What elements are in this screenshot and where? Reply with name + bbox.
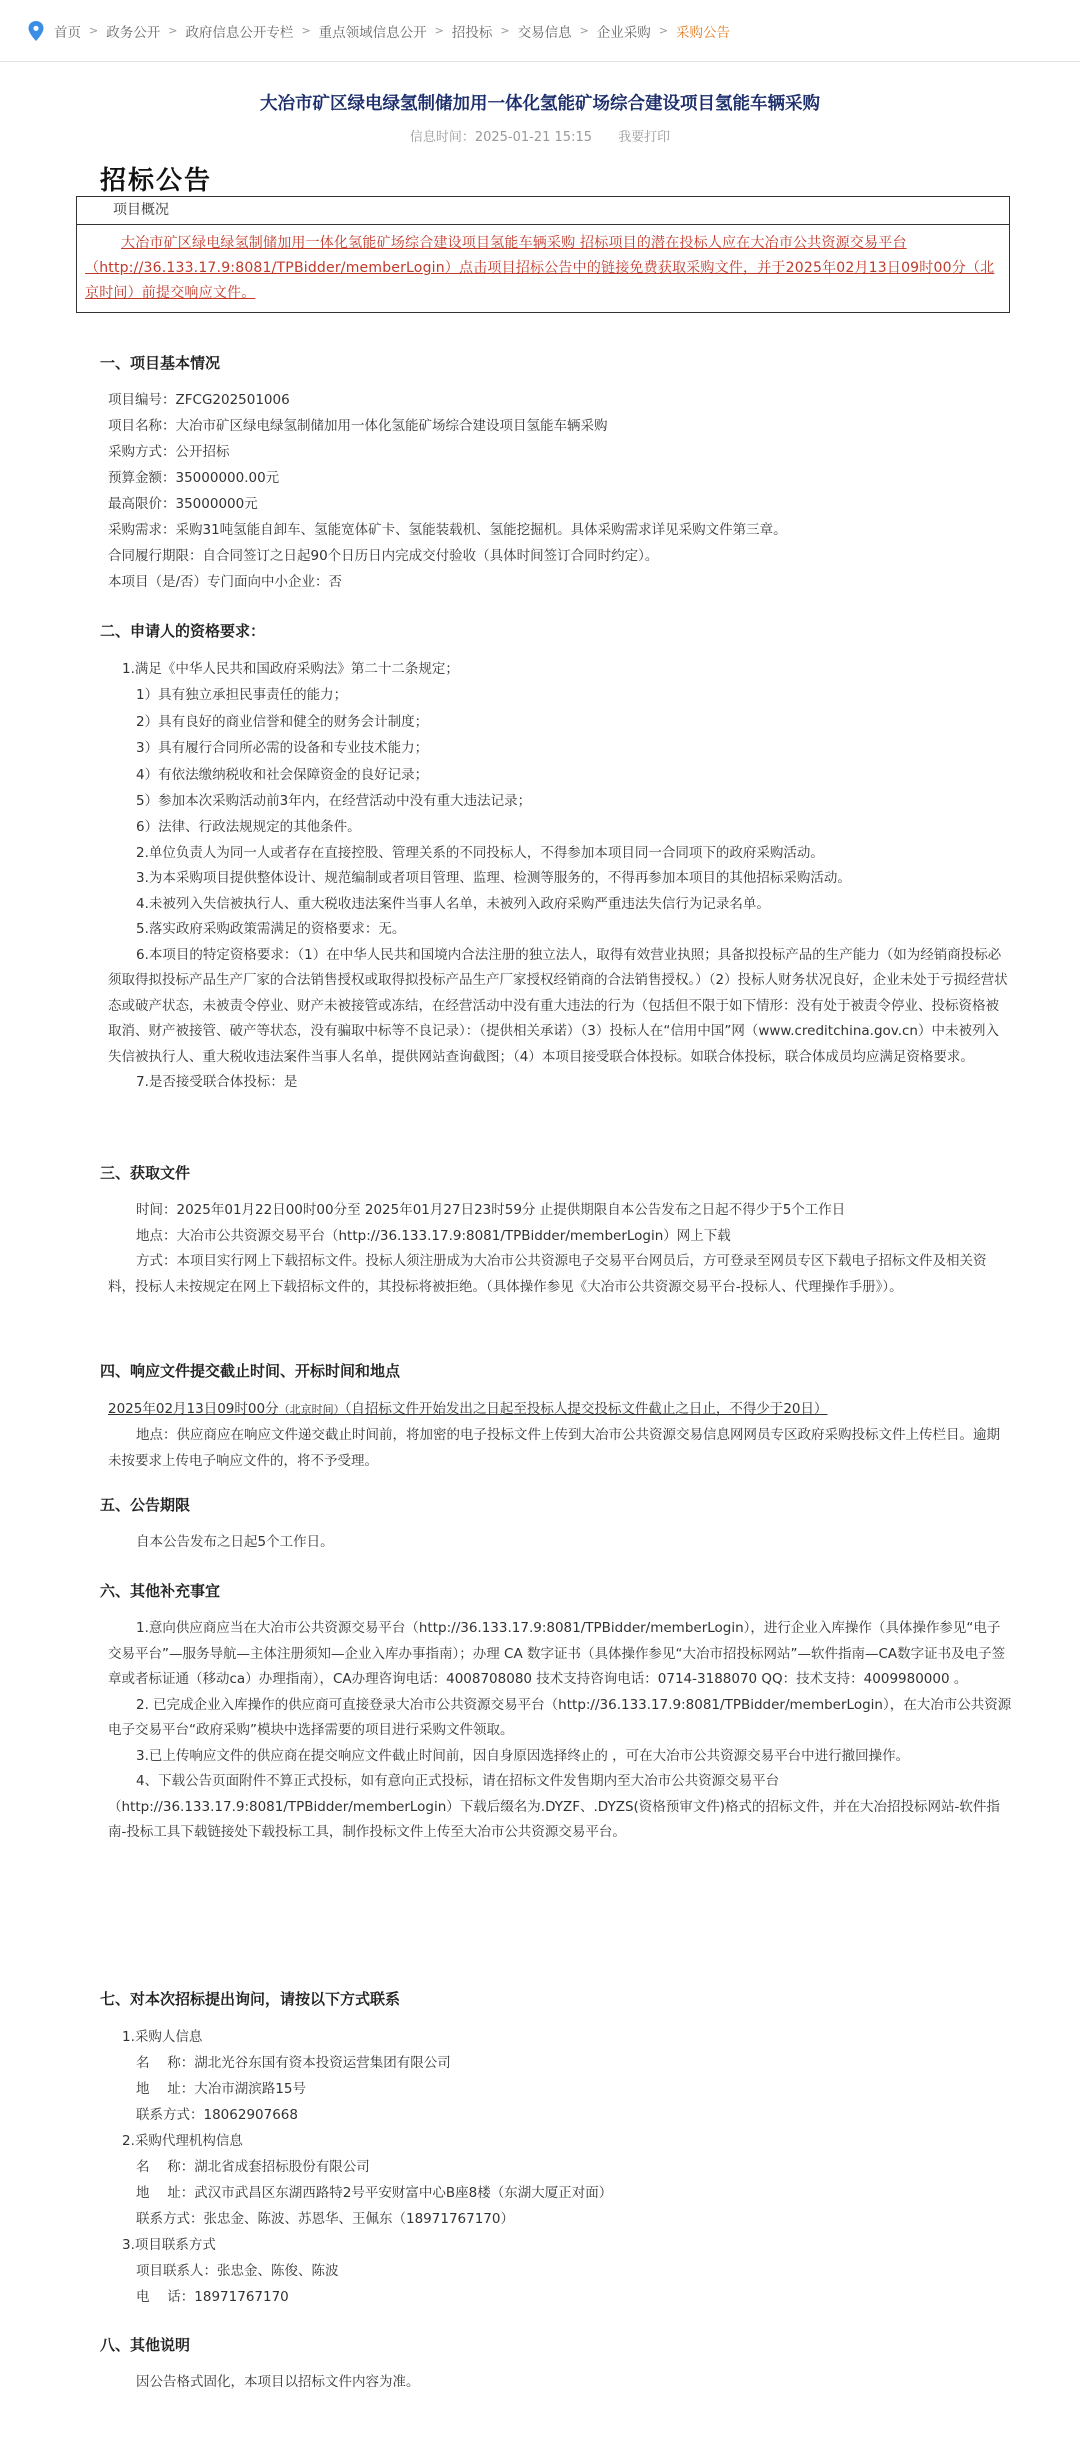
budget-amount: 预算金额：35000000.00元: [108, 470, 280, 486]
obtain-time: 时间：2025年01月22日00时00分至 2025年01月27日23时59分 止提供期限自本公告发布之日起不得少于5个工作日: [136, 1202, 846, 1218]
section-5-heading: 五、公告期限: [100, 1496, 191, 1514]
section-4-body: [108, 1396, 1012, 1474]
deadline-time: 2025年02月13日09时00分: [108, 1401, 279, 1417]
location-pin-icon: [28, 21, 44, 41]
section-7-heading: 七、对本次招标提出询问，请按以下方式联系: [100, 1990, 401, 2008]
qual-item-4: 4.未被列入失信被执行人、重大税收违法案件当事人名单，未被列入政府采购严重违法失信行为记录名单。: [136, 895, 770, 912]
supplement-4: 4、下载公告页面附件不算正式投标，如有意向正式投标，请在招标文件发售期内至大冶市公共资源交易平台（http://36.133.17.9:8081/TPBidder/memberLogin）下载后缀名为.DYZF、.DYZS(资格预审文件)格式的招标文件，并在大冶招投标网站-软件指南-投标工具下载链接处下载投标工具，制作投标文件上传至大冶市公共资源交易平台。: [108, 1773, 1000, 1840]
supplement-2: 2. 已完成企业入库操作的供应商可直接登录大冶市公共资源交易平台（http://36.133.17.9:8081/TPBidder/memberLogin），在大冶市公共资源电子交易平台“政府采购”模块中选择需要的项目进行采购文件领取。: [108, 1696, 1012, 1738]
chevron-right-icon: >: [301, 24, 311, 37]
chevron-right-icon: >: [658, 24, 669, 37]
qual-sub-5: 5）参加本次采购活动前3年内，在经营活动中没有重大违法记录；: [136, 793, 532, 810]
submission-place: 地点：供应商应在响应文件递交截止时间前，将加密的电子投标文件上传到大冶市公共资源交易信息网网员专区政府采购投标文件上传栏目。逾期未按要求上传电子响应文件的，将不予受理。: [108, 1427, 1000, 1469]
overview-text: 大冶市矿区绿电绿氢制储加用一体化氢能矿场综合建设项目氢能车辆采购 招标项目的潜在投标人应在大冶市公共资源交易平台（http://36.133.17.9:8081/TPBidder/memberLogin）点击项目招标公告中的链接免费获取采购文件，并于2025年02月13日09时00分（北京时间）前提交响应文件。: [85, 235, 995, 301]
qual-sub-6: 6）法律、行政法规规定的其他条件。: [136, 819, 361, 836]
buyer-name: 名 称：湖北光谷东国有资本投资运营集团有限公司: [136, 2055, 451, 2071]
deadline-timezone: （北京时间）: [278, 1403, 345, 1416]
section-3-body: [108, 1198, 1012, 1300]
qual-item-7: 7.是否接受联合体投标：是: [136, 1074, 298, 1091]
agent-title: 2.采购代理机构信息: [122, 2133, 243, 2149]
crumb-home[interactable]: 首页: [54, 24, 81, 41]
supplement-1: 1.意向供应商应当在大冶市公共资源交易平台（http://36.133.17.9:8081/TPBidder/memberLogin），进行企业入库操作（具体操作参见“电子交易平台”—服务导航—主体注册须知—企业入库办事指南）；办理 CA 数字证书（具体操作参见“大冶市招投标网站”—软件指南—CA数字证书及电子签章或者标证通（移动ca）办理指南），CA办理咨询电话：4008708080 技术支持咨询电话：0714-3188070 QQ：技术支持：4009980000 。: [108, 1620, 1006, 1687]
project-overview-box: [76, 196, 1010, 313]
project-contact-phone: 电 话：18971767170: [136, 2289, 289, 2305]
supplement-3: 3.已上传响应文件的供应商在提交响应文件截止时间前，因自身原因选择终止的 ，可在大冶市公共资源交易平台中进行撤回操作。: [136, 1747, 910, 1764]
qual-item-2: 2.单位负责人为同一人或者存在直接控股、管理关系的不同投标人，不得参加本项目同一合同项下的政府采购活动。: [136, 844, 824, 861]
project-contact-person: 项目联系人：张忠金、陈俊、陈波: [136, 2263, 339, 2279]
section-8-heading: 八、其他说明: [100, 2336, 191, 2354]
project-number: 项目编号：ZFCG202501006: [108, 392, 290, 408]
section-3-heading: 三、获取文件: [100, 1164, 191, 1182]
submission-deadline: [108, 1396, 1012, 1423]
section-8-body: [108, 2370, 1012, 2396]
qual-item-6: 6.本项目的特定资格要求：（1）在中华人民共和国境内合法注册的独立法人，取得有效营业执照；具备拟投标产品的生产能力（如为经销商投标必须取得拟投标产品生产厂家的合法销售授权或取得拟投标产品生产厂家授权经销商的合法销售授权。）（2）投标人财务状况良好，企业未处于亏损经营状态或破产状态，未被责令停业、财产未被接管或冻结，在经营活动中没有重大违法的行为（包括但不限于如下情形：没有处于被责令停业、投标资格被取消、财产被接管、破产等状态，没有骗取中标等不良记录）：（提供相关承诺）（3）投标人在“信用中国”网（www.creditchina.gov.cn）中未被列入失信被执行人、重大税收违法案件当事人名单，提供网站查询截图；（4）本项目接受联合体投标。如联合体投标，联合体成员均应满足资格要求。: [108, 946, 1008, 1065]
crumb-bidding[interactable]: 招投标: [451, 24, 493, 41]
section-5-body: [108, 1530, 1012, 1556]
agent-address: 地 址：武汉市武昌区东湖西路特2号平安财富中心B座8楼（东湖大厦正对面）: [136, 2185, 613, 2201]
chevron-right-icon: >: [89, 24, 99, 37]
other-notes: 因公告格式固化，本项目以招标文件内容为准。: [136, 2374, 420, 2390]
buyer-address: 地 址：大冶市湖滨路15号: [136, 2081, 306, 2097]
purchase-requirement: 采购需求：采购31吨氢能自卸车、氢能宽体矿卡、氢能装载机、氢能挖掘机。具体采购需求详见采购文件第三章。: [108, 522, 787, 538]
qual-sub-3: 3）具有履行合同所必需的设备和专业技术能力；: [136, 740, 429, 757]
info-time: 信息时间：2025-01-21 15:15: [409, 130, 592, 145]
section-6-body: [108, 1616, 1012, 1846]
sme-only: 本项目（是/否）专门面向中小企业：否: [108, 574, 343, 590]
purchase-method: 采购方式：公开招标: [108, 444, 230, 460]
qual-sub-2: 2）具有良好的商业信誉和健全的财务会计制度；: [136, 713, 429, 730]
section-1-heading: 一、项目基本情况: [100, 354, 221, 372]
crumb-enterprise-purchase[interactable]: 企业采购: [596, 24, 651, 41]
crumb-purchase-notice: 采购公告: [676, 24, 731, 41]
section-2-body: [108, 656, 1012, 1096]
print-link[interactable]: 我要打印: [618, 130, 671, 145]
project-name: 项目名称：大冶市矿区绿电绿氢制储加用一体化氢能矿场综合建设项目氢能车辆采购: [108, 418, 608, 434]
obtain-place: 地点：大冶市公共资源交易平台（http://36.133.17.9:8081/TPBidder/memberLogin）网上下载: [136, 1227, 731, 1244]
buyer-title: 1.采购人信息: [122, 2029, 203, 2045]
qual-sub-4: 4）有依法缴纳税收和社会保障资金的良好记录；: [136, 766, 429, 783]
section-7-body: [108, 2024, 1012, 2310]
deadline-note: （自招标文件开始发出之日起至投标人提交投标文件截止之日止，不得少于20日）: [344, 1401, 828, 1417]
section-1-body: [108, 387, 1012, 595]
buyer-contact: 联系方式：18062907668: [136, 2107, 298, 2123]
info-meta: [0, 126, 1080, 145]
contract-period: 合同履行期限：自合同签订之日起90个日历日内完成交付验收（具体时间签订合同时约定）。: [108, 548, 659, 564]
crumb-gov-affairs[interactable]: 政务公开: [106, 24, 161, 41]
notice-heading: 招标公告: [100, 166, 213, 196]
agent-contact: 联系方式：张忠金、陈波、苏恩华、王佩东（18971767170）: [136, 2211, 514, 2227]
qual-item-3: 3.为本采购项目提供整体设计、规范编制或者项目管理、监理、检测等服务的，不得再参加本项目的其他招标采购活动。: [136, 870, 851, 887]
section-4-heading: 四、响应文件提交截止时间、开标时间和地点: [100, 1362, 401, 1380]
chevron-right-icon: >: [434, 24, 444, 37]
obtain-method: 方式：本项目实行网上下载招标文件。投标人须注册成为大冶市公共资源电子交易平台网员后，方可登录至网员专区下载电子招标文件及相关资料，投标人未按规定在网上下载招标文件的，其投标将被拒绝。（具体操作参见《大冶市公共资源交易平台-投标人、代理操作手册》）。: [108, 1253, 987, 1295]
section-6-heading: 六、其他补充事宜: [100, 1582, 221, 1600]
section-2-heading: 二、申请人的资格要求：: [100, 622, 266, 640]
breadcrumb: [0, 0, 1080, 62]
notice-period: 自本公告发布之日起5个工作日。: [136, 1534, 334, 1550]
qual-item-5: 5.落实政府采购政策需满足的资格要求：无。: [136, 921, 406, 938]
chevron-right-icon: >: [168, 24, 178, 37]
project-contact-title: 3.项目联系方式: [122, 2237, 216, 2253]
chevron-right-icon: >: [500, 24, 510, 37]
crumb-key-areas[interactable]: 重点领域信息公开: [318, 24, 427, 41]
crumb-info-column[interactable]: 政府信息公开专栏: [185, 24, 294, 41]
qual-item-1: 1.满足《中华人民共和国政府采购法》第二十二条规定；: [122, 661, 459, 677]
crumb-trade-info[interactable]: 交易信息: [517, 24, 572, 41]
qual-sub-1: 1）具有独立承担民事责任的能力；: [136, 687, 348, 704]
agent-name: 名 称：湖北省成套招标股份有限公司: [136, 2159, 370, 2175]
page-title: 大冶市矿区绿电绿氢制储加用一体化氢能矿场综合建设项目氢能车辆采购: [260, 94, 820, 114]
max-price: 最高限价：35000000元: [108, 496, 258, 512]
chevron-right-icon: >: [579, 24, 589, 37]
overview-label: 项目概况: [77, 197, 1009, 225]
